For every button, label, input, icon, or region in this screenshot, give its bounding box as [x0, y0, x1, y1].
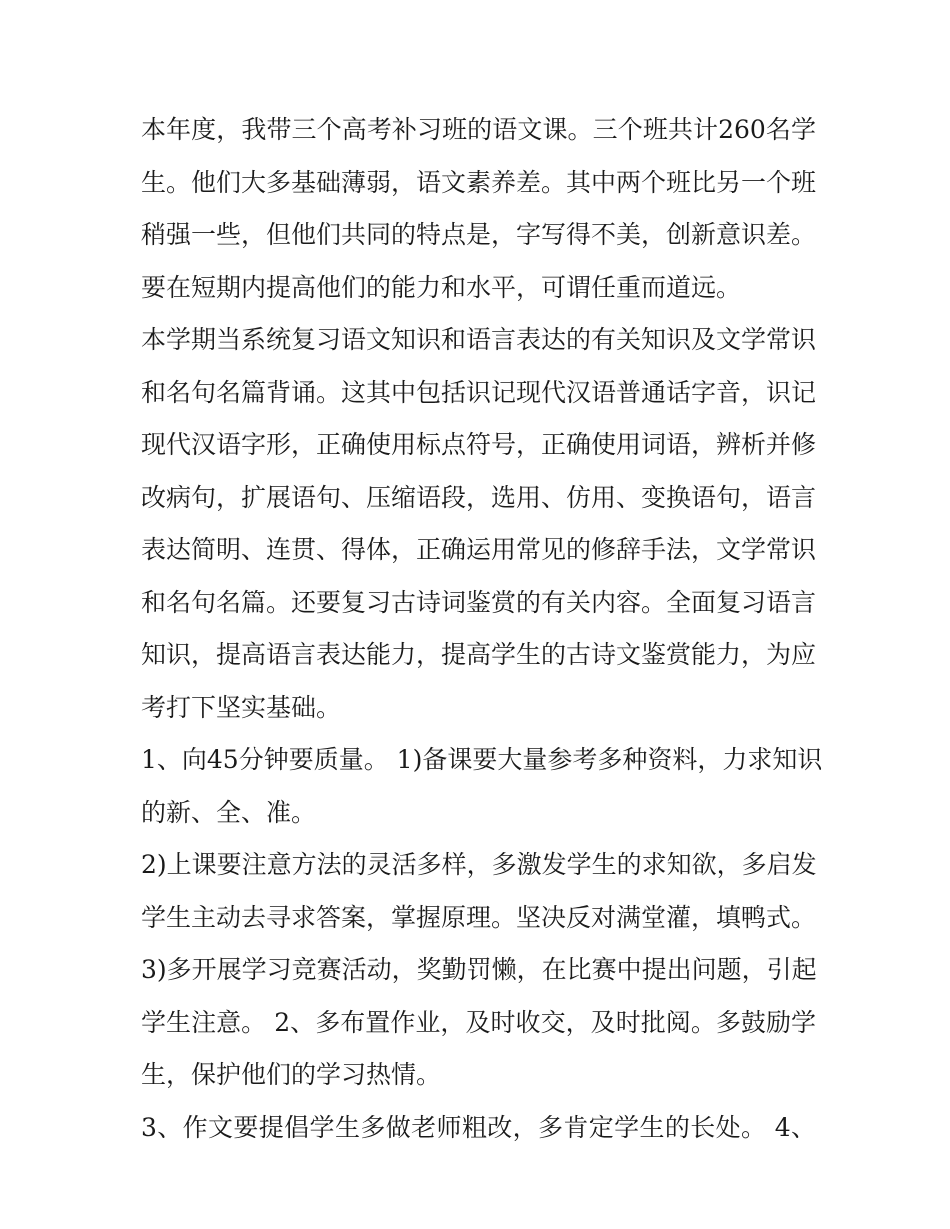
text-line: 表达简明、连贯、得体，正确运用常见的修辞手法，文学常识 [141, 535, 817, 564]
text-line: 和名句名篇。还要复习古诗词鉴赏的有关内容。全面复习语言 [141, 587, 817, 617]
text-line: 改病句，扩展语句、压缩语段，选用、仿用、变换语句，语言 [141, 482, 817, 512]
text-line: 考打下坚实基础。 [141, 692, 342, 722]
text-line: 稍强一些，但他们共同的特点是，字写得不美，创新意识差。 [141, 220, 817, 249]
document-body [141, 104, 823, 1154]
text-line: 知识，提高语言表达能力，提高学生的古诗文鉴赏能力，为应 [141, 640, 817, 669]
text-line: 本年度，我带三个高考补习班的语文课。三个班共计260名学 [141, 115, 816, 144]
text-line: 1、向45分钟要质量。 1)备课要大量参考多种资料，力求知识 [141, 745, 823, 774]
text-line: 学生主动去寻求答案，掌握原理。坚决反对满堂灌，填鸭式。 [141, 902, 817, 932]
text-line: 的新、全、准。 [141, 797, 317, 827]
text-line: 现代汉语字形，正确使用标点符号，正确使用词语，辨析并修 [141, 430, 817, 459]
text-line: 生，保护他们的学习热情。 [141, 1060, 442, 1089]
text-line: 和名句名篇背诵。这其中包括识记现代汉语普通话字音，识记 [141, 377, 817, 407]
text-line: 本学期当系统复习语文知识和语言表达的有关知识及文学常识 [141, 325, 817, 354]
text-line: 3)多开展学习竞赛活动，奖勤罚懒，在比赛中提出问题，引起 [141, 955, 817, 984]
text-line: 学生注意。 2、多布置作业，及时收交，及时批阅。多鼓励学 [141, 1007, 816, 1037]
text-line: 2)上课要注意方法的灵活多样，多激发学生的求知欲，多启发 [141, 850, 817, 879]
text-line: 要在短期内提高他们的能力和水平，可谓任重而道远。 [141, 272, 742, 302]
text-line: 3、作文要提倡学生多做老师粗改，多肯定学生的长处。 4、 [141, 1112, 816, 1142]
text-line: 生。他们大多基础薄弱，语文素养差。其中两个班比另一个班 [141, 167, 817, 197]
